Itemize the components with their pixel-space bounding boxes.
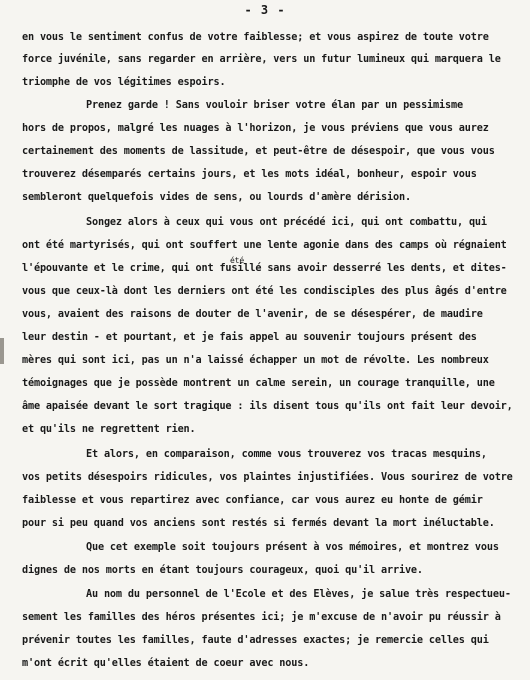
- paragraph-first-line: Prenez garde ! Sans vouloir briser votre élan par un pessimisme: [86, 100, 463, 111]
- text-line: sement les familles des héros présentes ici; je m'excuse de n'avoir pu réussir à: [22, 612, 501, 623]
- text-line: âme apaisée devant le sort tragique : ils disent tous qu'ils ont fait leur devoir,: [22, 401, 513, 412]
- paper-edge-mark: [0, 338, 4, 364]
- text-line: pour si peu quand vos anciens sont restés si fermés devant la mort inéluctable.: [22, 518, 495, 529]
- text-line: mères qui sont ici, pas un n'a laissé échapper un mot de révolte. Les nombreux: [22, 355, 489, 366]
- text-line: triomphe de vos légitimes espoirs.: [22, 77, 226, 88]
- text-line: en vous le sentiment confus de votre faiblesse; et vous aspirez de toute votre: [22, 32, 489, 43]
- handwritten-insert: été: [230, 256, 244, 265]
- text-line: sembleront quelquefois vides de sens, ou lourds d'amère dérision.: [22, 192, 411, 203]
- text-line: prévenir toutes les familles, faute d'adresses exactes; je remercie celles qui: [22, 635, 489, 646]
- text-line: témoignages que je possède montrent un calme serein, un courage tranquille, une: [22, 378, 495, 389]
- text-line: et qu'ils ne regrettent rien.: [22, 424, 196, 435]
- paragraph-first-line: Que cet exemple soit toujours présent à vos mémoires, et montrez vous: [86, 542, 499, 553]
- text-line: ont été martyrisés, qui ont souffert une lente agonie dans des camps où régnaient: [22, 240, 507, 251]
- page-number: - 3 -: [244, 3, 286, 17]
- text-line: force juvénile, sans regarder en arrière, vers un futur lumineux qui marquera le: [22, 54, 501, 65]
- text-line: vous, avaient des raisons de douter de l'avenir, de se désespérer, de maudire: [22, 309, 483, 320]
- text-line: trouverez désemparés certains jours, et les mots idéal, bonheur, espoir vous: [22, 169, 477, 180]
- text-line: leur destin - et pourtant, et je fais appel au souvenir toujours présent des: [22, 332, 477, 343]
- paragraph-first-line: Songez alors à ceux qui vous ont précédé ici, qui ont combattu, qui: [86, 217, 487, 228]
- text-line: vous que ceux-là dont les derniers ont été les condisciples des plus âgés d'entre: [22, 286, 507, 297]
- paragraph-first-line: Au nom du personnel de l'Ecole et des Elèves, je salue très respectueu-: [86, 589, 511, 600]
- text-line: vos petits désespoirs ridicules, vos plaintes injustifiées. Vous sourirez de votre: [22, 472, 513, 483]
- text-line: certainement des moments de lassitude, et peut-être de désespoir, que vous vous: [22, 146, 495, 157]
- text-line: faiblesse et vous repartirez avec confiance, car vous aurez eu honte de gémir: [22, 495, 483, 506]
- text-line: l'épouvante et le crime, qui ont fusillé sans avoir desserré les dents, et dites-: [22, 263, 507, 274]
- text-line: hors de propos, malgré les nuages à l'horizon, je vous préviens que vous aurez: [22, 123, 489, 134]
- text-line: m'ont écrit qu'elles étaient de coeur avec nous.: [22, 658, 310, 669]
- paragraph-first-line: Et alors, en comparaison, comme vous trouverez vos tracas mesquins,: [86, 449, 487, 460]
- text-line: dignes de nos morts en étant toujours courageux, quoi qu'il arrive.: [22, 565, 423, 576]
